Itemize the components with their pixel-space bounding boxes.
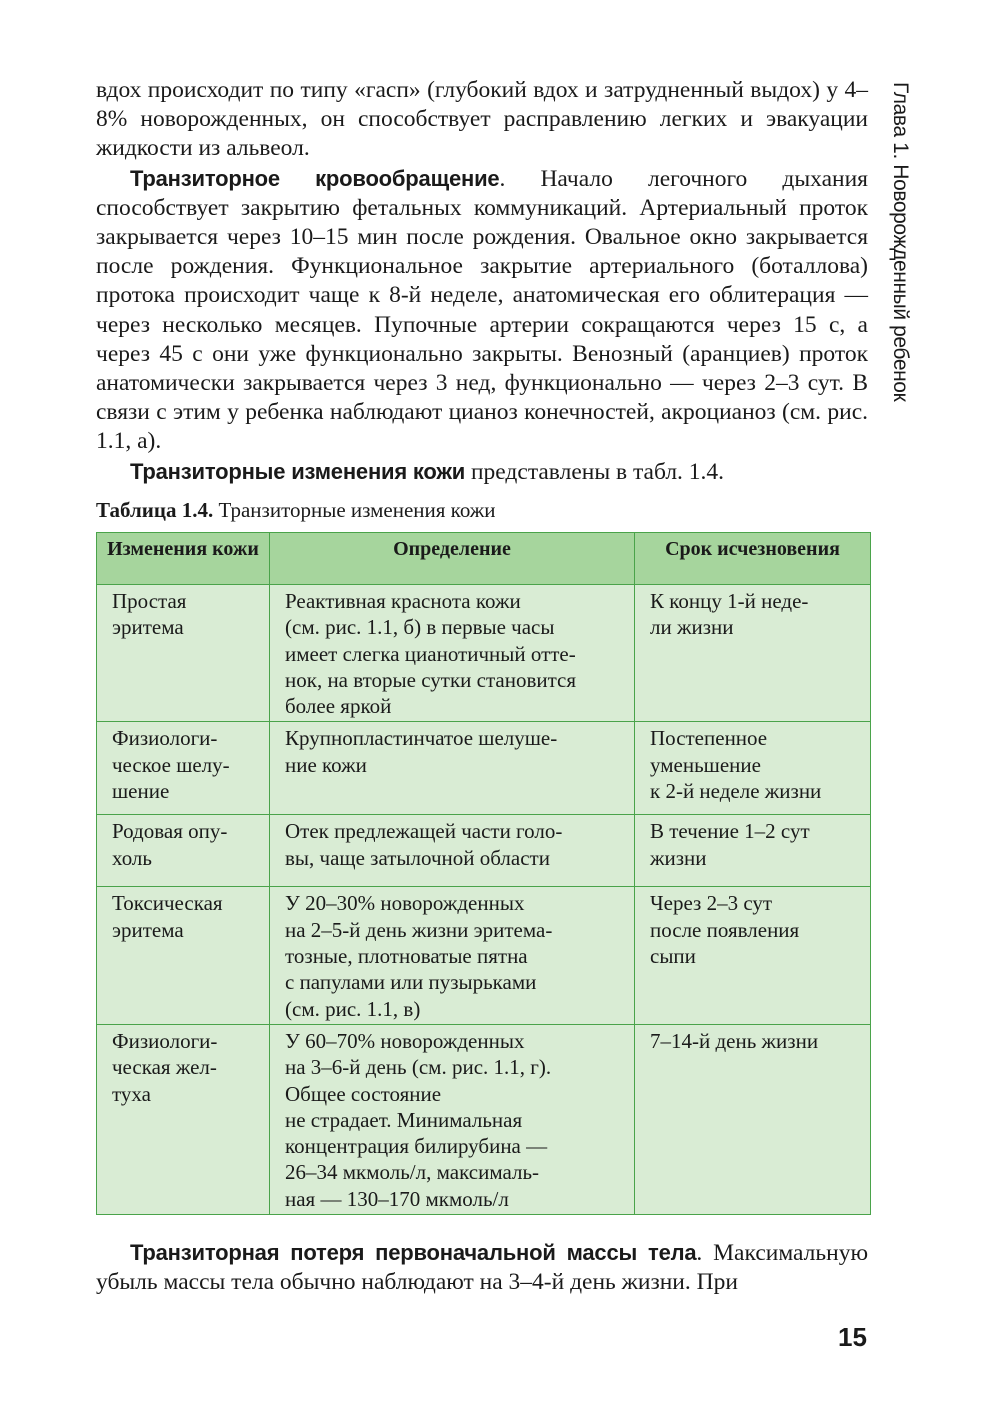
- cell-line: Токсическая: [112, 891, 223, 916]
- paragraph-circulation: [96, 164, 868, 457]
- running-head: Глава 1. Новорожденный ребенок: [889, 82, 912, 402]
- table-row: [97, 887, 871, 1024]
- table-row: [97, 815, 871, 887]
- cell-line: вы, чаще затылочной области: [285, 845, 550, 870]
- cell-line: Отек предлежащей части голо-: [285, 819, 563, 844]
- cell-line: Реактивная краснота кожи: [285, 589, 521, 613]
- cell-line: тозные, плотноватые пятна: [285, 944, 528, 969]
- cell-line: (см. рис. 1.1, в): [285, 996, 421, 1021]
- cell-line: эритема: [112, 917, 184, 942]
- page-number: 15: [838, 1322, 867, 1352]
- cell-definition: [270, 585, 635, 722]
- table-caption-text: Транзиторные изменения кожи: [213, 498, 496, 522]
- cell-line: ли жизни: [650, 615, 734, 640]
- cell-line: К концу 1-й неде-: [650, 589, 809, 613]
- cell-line: ческое шелу-: [112, 752, 230, 777]
- paragraph-intro: [96, 76, 868, 164]
- cell-change: [97, 815, 270, 887]
- cell-line: на 3–6-й день (см. рис. 1.1, г).: [285, 1055, 552, 1080]
- cell-line: имеет слегка цианотичный отте-: [285, 641, 576, 666]
- cell-line: В течение 1–2 сут: [650, 819, 810, 844]
- cell-line: сыпи: [650, 944, 696, 969]
- cell-line: (см. рис. 1.1, б) в первые часы: [285, 615, 555, 640]
- cell-line: более яркой: [285, 694, 392, 719]
- header-change: Изменения кожи: [97, 533, 270, 585]
- table-body: [97, 585, 871, 1215]
- cell-line: нок, на вторые сутки становится: [285, 667, 577, 692]
- cell-line: Общее состояние: [285, 1081, 442, 1106]
- paragraph-lead: Транзиторная потеря первоначальной массы тела: [130, 1240, 697, 1265]
- header-definition: Определение: [270, 533, 635, 585]
- cell-line: ная — 130–170 мкмоль/л: [285, 1186, 509, 1211]
- cell-line: Родовая опу-: [112, 819, 228, 844]
- cell-line: 7–14-й день жизни: [650, 1028, 819, 1053]
- cell-change: [97, 585, 270, 722]
- table-caption: [96, 498, 496, 523]
- cell-line: на 2–5-й день жизни эритема-: [285, 917, 553, 942]
- cell-definition: [270, 815, 635, 887]
- cell-line: шение: [112, 779, 170, 804]
- table-caption-label: Таблица 1.4.: [96, 498, 214, 522]
- cell-line: Через 2–3 сут: [650, 891, 773, 916]
- cell-line: 26–34 мкмоль/л, максималь-: [285, 1160, 540, 1185]
- paragraph-lead: Транзиторное кровообращение: [130, 165, 500, 191]
- cell-line: ческая жел-: [112, 1055, 217, 1080]
- cell-line: Постепенное: [650, 726, 768, 751]
- cell-line: Физиологи-: [112, 726, 218, 751]
- paragraph-skin-ref: [96, 457, 868, 487]
- cell-line: ние кожи: [285, 752, 367, 777]
- paragraph-text: . Начало легочного дыхания способствует закрытию фетальных коммуникаций. Артериальный проток закрывается через 10–15 мин после рождения. Овальное окно закрывается после рождения. Функциональное закрытие артериального (боталлова) протока происходит чаще к 8-й неделе, анатомическая его облитерация — через несколько месяцев. Пупочные артерии сокращаются через 15 с, а через 45 с они уже функционально закрыты. Венозный (аранциев) проток анатомически закрывается через 3 нед, функционально — через 2–3 сут. В связи с этим у ребенка наблюдают цианоз конечностей, акроцианоз (см. рис. 1.1, а).: [96, 165, 868, 455]
- cell-line: уменьшение: [650, 752, 761, 777]
- cell-definition: [270, 1024, 635, 1214]
- cell-term: [635, 887, 871, 1024]
- cell-line: Физиологи-: [112, 1028, 218, 1053]
- cell-line: к 2-й неделе жизни: [650, 779, 822, 804]
- cell-term: [635, 585, 871, 722]
- cell-line: не страдает. Минимальная: [285, 1107, 523, 1132]
- cell-line: Простая: [112, 589, 187, 613]
- paragraph-lead: Транзиторные изменения кожи: [130, 458, 466, 484]
- paragraph-text: представлены в табл. 1.4.: [465, 458, 725, 485]
- cell-line: после появления: [650, 917, 800, 942]
- table-row: [97, 1024, 871, 1214]
- cell-definition: [270, 722, 635, 815]
- cell-definition: [270, 887, 635, 1024]
- cell-term: [635, 722, 871, 815]
- cell-term: [635, 1024, 871, 1214]
- cell-line: холь: [112, 845, 152, 870]
- cell-change: [97, 887, 270, 1024]
- cell-line: жизни: [650, 845, 707, 870]
- skin-changes-table: [96, 532, 871, 1215]
- body-text-bottom: [96, 1238, 868, 1297]
- cell-line: туха: [112, 1081, 151, 1106]
- body-text-top: [96, 76, 868, 487]
- cell-line: Крупнопластинчатое шелуше-: [285, 726, 558, 751]
- cell-line: с папулами или пузырьками: [285, 970, 537, 995]
- paragraph-text: . Максимальную убыль массы тела обычно наблюдают на 3–4-й день жизни. При: [96, 1240, 869, 1296]
- cell-term: [635, 815, 871, 887]
- cell-line: У 60–70% новорожденных: [285, 1028, 525, 1053]
- table-row: [97, 722, 871, 815]
- cell-line: У 20–30% новорожденных: [285, 891, 525, 916]
- cell-line: эритема: [112, 615, 184, 640]
- cell-line: концентрация билирубина —: [285, 1134, 548, 1159]
- cell-change: [97, 1024, 270, 1214]
- paragraph-weight-loss: [96, 1238, 868, 1297]
- table-header-row: [97, 533, 871, 585]
- header-term: Срок исчезновения: [635, 533, 871, 585]
- table-row: [97, 585, 871, 722]
- paragraph-text: вдох происходит по типу «гасп» (глубокий вдох и затрудненный выдох) у 4–8% новорожденных, он способствует расправлению легких и эвакуации жидкости из альвеол.: [96, 77, 868, 162]
- cell-change: [97, 722, 270, 815]
